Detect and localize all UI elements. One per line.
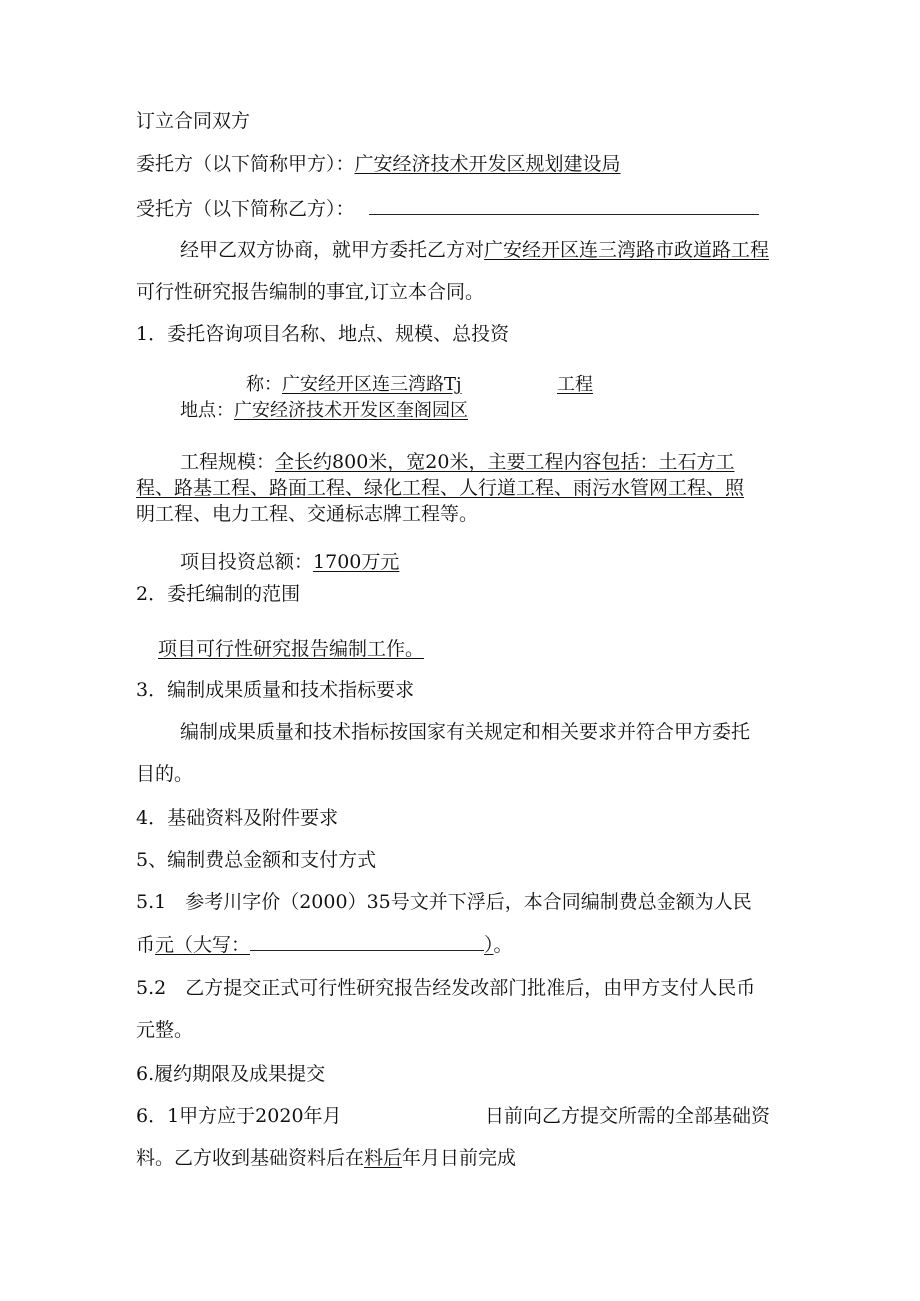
- investment-value: 1700万元: [313, 551, 400, 573]
- clause-5-1-line-1: 5.1 参考川字价（2000）35号文并下浮后，本合同编制费总金额为人民: [136, 891, 752, 913]
- scale-line-2: 程、路基工程、路面工程、绿化工程、人行道工程、雨污水管网工程、照: [136, 477, 745, 499]
- scale-text-1: 全长约800米，宽20米，主要工程内容包括：土石方工: [275, 451, 735, 473]
- project-name-tail: 工程: [557, 374, 593, 395]
- party-a-line: [136, 152, 621, 176]
- section-3-body-2: 目的。: [136, 763, 194, 785]
- investment-line: [180, 550, 399, 574]
- clause-6-1-l2-pre: 料。乙方收到基础资料后在: [136, 1147, 365, 1169]
- project-name-line: [246, 373, 462, 397]
- scale-line-1: [180, 450, 734, 474]
- location-label: 地点：: [180, 400, 234, 421]
- intro-pre: 经甲乙双方协商，就甲方委托乙方对: [180, 239, 485, 261]
- scale-line-3: 明工程、电力工程、交通标志牌工程等。: [136, 503, 479, 525]
- project-name-value: 广安经开区连三湾路Tj: [282, 374, 462, 395]
- clause-5-1-close: ）: [484, 934, 494, 956]
- section-2-title: 2．委托编制的范围: [136, 583, 301, 605]
- intro-line-2: 可行性研究报告编制的事宜,订立本合同。: [136, 281, 485, 303]
- section-2-body: 项目可行性研究报告编制工作。: [158, 638, 425, 660]
- clause-5-1-end: 。: [493, 934, 513, 956]
- intro-project: 广安经开区连三湾路市政道路工程: [484, 239, 770, 261]
- clause-6-1-line-2: [136, 1146, 516, 1170]
- party-b-blank: [369, 196, 759, 215]
- party-a-value: 广安经济技术开发区规划建设局: [354, 153, 621, 175]
- section-4-title: 4．基础资料及附件要求: [136, 807, 339, 829]
- section-5-title: 5、编制费总金额和支付方式: [136, 849, 377, 871]
- section-6-title: 6.履约期限及成果提交: [136, 1063, 326, 1085]
- clause-5-1-amount-blank: [250, 932, 484, 951]
- location-value: 广安经济技术开发区奎阁园区: [234, 400, 468, 421]
- clause-5-1-line-2: [136, 932, 513, 957]
- contract-parties-heading: 订立合同双方: [136, 110, 251, 132]
- scale-label: 工程规模：: [180, 451, 276, 473]
- clause-5-1-currency: 币: [136, 934, 156, 956]
- party-a-label: 委托方（以下简称甲方）：: [136, 153, 355, 175]
- section-3-body-1: 编制成果质量和技术指标按国家有关规定和相关要求并符合甲方委托: [180, 721, 751, 743]
- clause-6-1-l2-underlined: 料后: [364, 1147, 403, 1169]
- investment-label: 项目投资总额：: [180, 551, 314, 573]
- clause-6-1-l2-post: 年月日前完成: [402, 1147, 517, 1169]
- location-line: [180, 399, 468, 423]
- section-1-title: 1．委托咨询项目名称、地点、规模、总投资: [136, 323, 510, 345]
- clause-5-2-line-2: 元整。: [136, 1019, 194, 1041]
- project-name-label: 称：: [246, 374, 282, 395]
- intro-line-1: [180, 238, 769, 262]
- clause-6-1-part-a: 6．1甲方应于2020年月: [136, 1105, 342, 1127]
- section-3-title: 3．编制成果质量和技术指标要求: [136, 679, 415, 701]
- clause-5-1-amount-label: 元（大写：: [155, 934, 251, 956]
- clause-6-1-part-b: 日前向乙方提交所需的全部基础资: [485, 1105, 771, 1127]
- clause-5-2-line-1: 5.2 乙方提交正式可行性研究报告经发改部门批准后，由甲方支付人民币: [136, 977, 756, 999]
- party-b-label: 受托方（以下简称乙方）：: [136, 198, 355, 220]
- party-b-line: [136, 196, 759, 221]
